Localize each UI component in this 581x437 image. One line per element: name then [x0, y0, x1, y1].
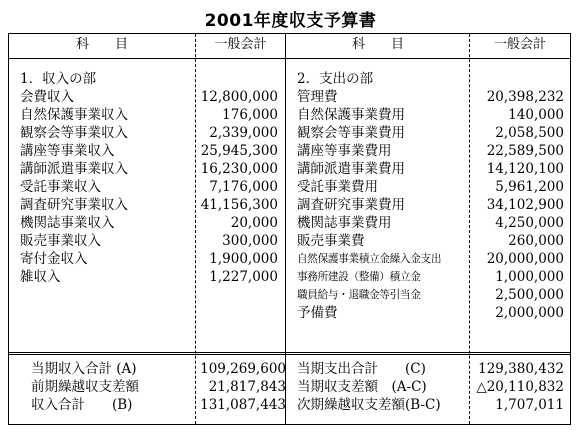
expense-amount: 4,250,000	[495, 215, 564, 231]
income-label: 寄付金収入	[20, 251, 88, 267]
header-divider	[9, 58, 570, 59]
expense-label: 調査研究事業費用	[297, 197, 405, 213]
expense-amount: 20,398,232	[486, 89, 564, 105]
expense-amount: 2,500,000	[495, 287, 564, 303]
expense-amount: 14,120,100	[486, 161, 564, 177]
expense-list	[297, 88, 564, 322]
income-amount: 7,176,000	[209, 179, 278, 195]
expense-row	[297, 196, 564, 214]
income-label: 機関誌事業収入	[20, 215, 115, 231]
expense-amount: 140,000	[508, 107, 564, 123]
budget-table	[8, 33, 571, 425]
income-label: 自然保護事業収入	[20, 107, 128, 123]
expense-label: 職員給与・退職金等引当金	[297, 289, 421, 301]
header-general-right: 一般会計	[493, 37, 546, 52]
expense-row	[297, 268, 564, 286]
expense-label: 受託事業費用	[297, 179, 378, 195]
income-label: 受託事業収入	[20, 179, 101, 195]
carryover-label: 前期繰越収支差額	[31, 379, 139, 395]
next-carryover-amount: 1,707,011	[495, 397, 564, 413]
income-amount: 1,900,000	[209, 251, 278, 267]
income-section-title: 1．収入の部	[20, 71, 97, 87]
income-total-label: 当期収入合計 (A)	[31, 361, 137, 377]
header-subject-left: 科 目	[75, 37, 128, 52]
income-row	[20, 142, 278, 160]
carryover-amount: 21,817,843	[208, 379, 286, 395]
expense-amount: 260,000	[508, 233, 564, 249]
income-amount: 176,000	[222, 107, 278, 123]
expense-label: 管理費	[297, 89, 338, 105]
income-row	[20, 250, 278, 268]
income-label: 講座等事業収入	[20, 143, 115, 159]
expense-label: 講師派遣事業費用	[297, 161, 405, 177]
income-amount: 25,945,300	[200, 143, 278, 159]
expense-amount: 20,000,000	[486, 251, 564, 267]
income-row	[20, 124, 278, 142]
expense-label: 予備費	[297, 305, 338, 321]
expense-row	[297, 250, 564, 268]
income-row	[20, 232, 278, 250]
expense-amount: 34,102,900	[486, 197, 564, 213]
grand-income-total-label: 収入合計 (B)	[31, 397, 133, 413]
income-row	[20, 160, 278, 178]
header-subject-right: 科 目	[351, 37, 404, 52]
expense-amount: 1,000,000	[495, 269, 564, 285]
income-label: 調査研究事業収入	[20, 197, 128, 213]
income-row	[20, 214, 278, 232]
income-label: 講師派遣事業収入	[20, 161, 128, 177]
expense-amount: 2,000,000	[495, 305, 564, 321]
expense-amount: 5,961,200	[495, 179, 564, 195]
income-label: 観察会等事業収入	[20, 125, 128, 141]
expense-row	[297, 124, 564, 142]
balance-label: 当期収支差額 (A-C)	[297, 379, 427, 395]
income-amount: 16,230,000	[200, 161, 278, 177]
expense-amount: 2,058,500	[495, 125, 564, 141]
totals-divider	[9, 352, 570, 355]
expense-row	[297, 106, 564, 124]
income-label: 販売事業収入	[20, 233, 101, 249]
income-row	[20, 88, 278, 106]
income-amount: 1,227,000	[209, 269, 278, 285]
income-amount: 2,339,000	[209, 125, 278, 141]
income-amount: 41,156,300	[200, 197, 278, 213]
expense-total-label: 当期支出合計 (C)	[297, 361, 426, 377]
expense-row	[297, 178, 564, 196]
expense-row	[297, 286, 564, 304]
expense-label: 自然保護事業費用	[297, 107, 405, 123]
expense-label: 機関誌事業費用	[297, 215, 392, 231]
next-carryover-label: 次期繰越収支差額(B-C)	[297, 397, 441, 413]
income-label: 雑収入	[20, 269, 61, 285]
expense-row	[297, 304, 564, 322]
expense-amount: 22,589,500	[486, 143, 564, 159]
expense-section-title: 2．支出の部	[297, 71, 374, 87]
income-row	[20, 196, 278, 214]
header-general-left: 一般会計	[214, 37, 267, 52]
expense-label: 観察会等事業費用	[297, 125, 405, 141]
expense-row	[297, 142, 564, 160]
income-row	[20, 178, 278, 196]
income-list	[20, 88, 278, 286]
income-row	[20, 106, 278, 124]
balance-amount: △20,110,832	[476, 379, 564, 395]
income-amount: 20,000	[230, 215, 278, 231]
expense-row	[297, 88, 564, 106]
expense-label: 事務所建設（整備）積立金	[297, 271, 421, 283]
income-label: 会費収入	[20, 89, 74, 105]
expense-row	[297, 232, 564, 250]
document-title: 2001年度収支予算書	[204, 11, 377, 31]
expense-label: 自然保護事業積立金繰入金支出	[297, 253, 442, 265]
income-amount: 300,000	[222, 233, 278, 249]
expense-row	[297, 160, 564, 178]
expense-label: 販売事業費	[297, 233, 365, 249]
income-amount: 12,800,000	[200, 89, 278, 105]
expense-label: 講座等事業費用	[297, 143, 392, 159]
expense-total-amount: 129,380,432	[478, 361, 564, 377]
grand-income-total-amount: 131,087,443	[200, 397, 286, 413]
expense-row	[297, 214, 564, 232]
income-total-amount: 109,269,600	[200, 361, 286, 377]
income-row	[20, 268, 278, 286]
